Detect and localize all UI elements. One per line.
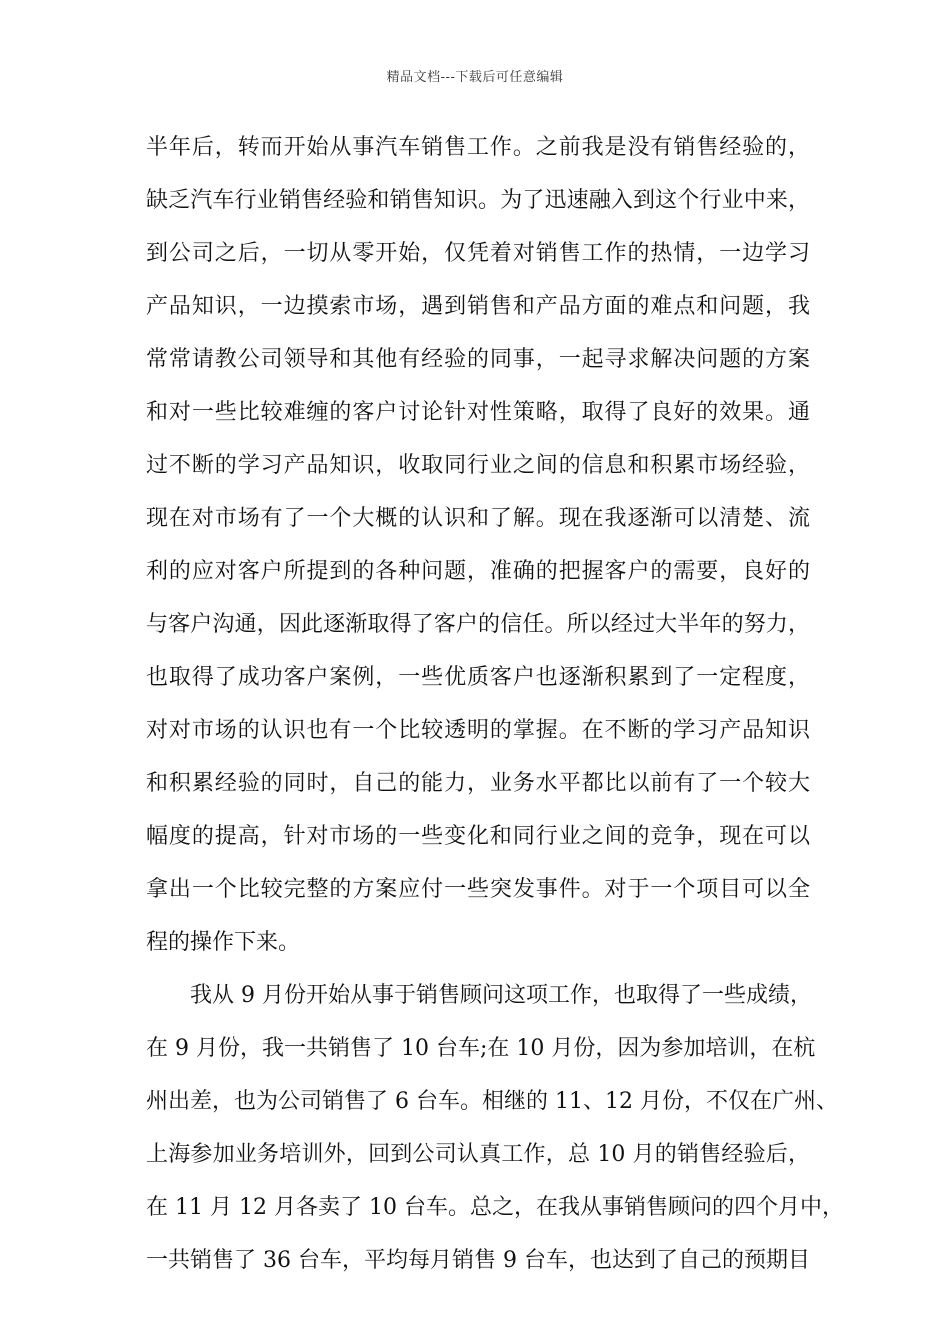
paragraph-1-line-13: 和积累经验的同时，自己的能力，业务水平都比以前有了一个较大	[146, 771, 810, 796]
paragraph-2-line-2: 在 9 月份，我一共销售了 10 台车;在 10 月份，因为参加培训，在杭	[146, 1036, 816, 1061]
paragraph-1-line-2: 缺乏汽车行业销售经验和销售知识。为了迅速融入到这个行业中来，	[146, 188, 810, 213]
paragraph-1-line-3: 到公司之后，一切从零开始，仅凭着对销售工作的热情，一边学习	[146, 241, 810, 266]
paragraph-1-line-5: 常常请教公司领导和其他有经验的同事，一起寻求解决问题的方案	[146, 347, 810, 372]
paragraph-1-line-7: 过不断的学习产品知识，收取同行业之间的信息和积累市场经验，	[146, 453, 810, 478]
paragraph-1-line-10: 与客户沟通，因此逐渐取得了客户的信任。所以经过大半年的努力，	[146, 612, 810, 637]
paragraph-2-line-6: 一共销售了 36 台车，平均每月销售 9 台车，也达到了自己的预期目	[146, 1248, 810, 1273]
paragraph-1-line-14: 幅度的提高，针对市场的一些变化和同行业之间的竞争，现在可以	[146, 824, 810, 849]
paragraph-2-line-1: 我从 9 月份开始从事于销售顾问这项工作，也取得了一些成绩，	[190, 983, 812, 1008]
paragraph-2-line-3: 州出差，也为公司销售了 6 台车。相继的 11、12 月份，不仅在广州、	[146, 1089, 838, 1114]
paragraph-1-line-16: 程的操作下来。	[146, 930, 301, 955]
paragraph-1-line-6: 和对一些比较难缠的客户讨论针对性策略，取得了良好的效果。通	[146, 400, 810, 425]
paragraph-1-line-15: 拿出一个比较完整的方案应付一些突发事件。对于一个项目可以全	[146, 877, 810, 902]
document-body	[146, 128, 844, 1294]
paragraph-1-line-9: 利的应对客户所提到的各种问题，准确的把握客户的需要，良好的	[146, 559, 810, 584]
paragraph-1-line-1: 半年后，转而开始从事汽车销售工作。之前我是没有销售经验的，	[146, 135, 810, 160]
paragraph-1-line-4: 产品知识，一边摸索市场，遇到销售和产品方面的难点和问题，我	[146, 294, 810, 319]
paragraph-2-line-5: 在 11 月 12 月各卖了 10 台车。总之，在我从事销售顾问的四个月中，	[146, 1195, 844, 1220]
paragraph-1-line-11: 也取得了成功客户案例，一些优质客户也逐渐积累到了一定程度，	[146, 665, 810, 690]
paragraph-2-line-4: 上海参加业务培训外，回到公司认真工作，总 10 月的销售经验后，	[146, 1142, 810, 1167]
paragraph-1-line-8: 现在对市场有了一个大概的认识和了解。现在我逐渐可以清楚、流	[146, 506, 810, 531]
page-header: 精品文档---下载后可任意编辑	[386, 70, 564, 85]
paragraph-1-line-12: 对对市场的认识也有一个比较透明的掌握。在不断的学习产品知识	[146, 718, 810, 743]
